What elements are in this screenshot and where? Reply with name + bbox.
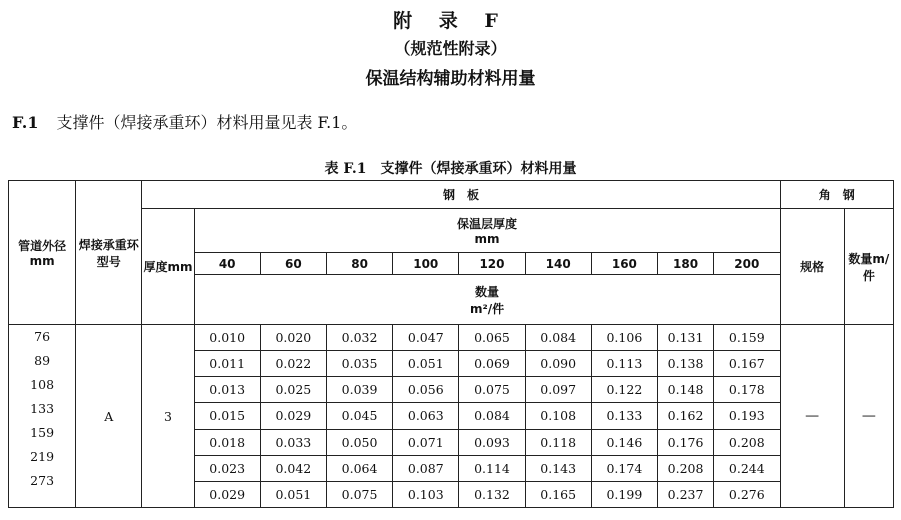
header-thickness-80: 80 — [326, 253, 392, 275]
quantity-cell: 0.010 — [194, 325, 260, 351]
quantity-cell: 0.118 — [525, 429, 591, 455]
pipe-diameter: 108 — [30, 377, 55, 392]
quantity-cell: 0.013 — [194, 377, 260, 403]
material-table — [8, 180, 894, 508]
pipe-diameter: 159 — [30, 425, 55, 440]
header-insulation — [194, 209, 780, 253]
header-quantity — [194, 275, 780, 325]
header-quantity-unit: m²/件 — [469, 301, 505, 316]
quantity-cell: 0.138 — [657, 351, 713, 377]
header-thickness-40: 40 — [194, 253, 260, 275]
header-thickness-180: 180 — [657, 253, 713, 275]
quantity-cell: 0.039 — [326, 377, 392, 403]
quantity-cell: 0.047 — [393, 325, 459, 351]
section-paragraph — [12, 110, 357, 133]
quantity-cell: 0.178 — [714, 377, 780, 403]
quantity-cell: 0.015 — [194, 403, 260, 429]
quantity-cell: 0.063 — [393, 403, 459, 429]
quantity-cell: 0.108 — [525, 403, 591, 429]
quantity-cell: 0.276 — [714, 481, 780, 507]
quantity-cell: 0.090 — [525, 351, 591, 377]
quantity-cell: 0.023 — [194, 455, 260, 481]
quantity-cell: 0.075 — [326, 481, 392, 507]
section-text: 支撑件（焊接承重环）材料用量见表 F.1。 — [56, 113, 358, 132]
ring-type-cell: A — [76, 325, 142, 508]
quantity-cell: 0.069 — [459, 351, 525, 377]
quantity-cell: 0.167 — [714, 351, 780, 377]
quantity-cell: 0.113 — [591, 351, 657, 377]
quantity-cell: 0.018 — [194, 429, 260, 455]
table-caption-number: 表 F.1 — [324, 161, 367, 177]
appendix-heading: 附 录 F — [393, 10, 508, 32]
pipe-diameter: 273 — [30, 473, 55, 488]
table-caption — [0, 158, 901, 178]
quantity-cell: 0.097 — [525, 377, 591, 403]
pipe-diameter: 133 — [30, 401, 55, 416]
quantity-cell: 0.174 — [591, 455, 657, 481]
header-spec: 规格 — [780, 209, 844, 325]
header-thickness-60: 60 — [260, 253, 326, 275]
quantity-cell: 0.114 — [459, 455, 525, 481]
quantity-cell: 0.131 — [657, 325, 713, 351]
quantity-cell: 0.087 — [393, 455, 459, 481]
quantity-cell: 0.065 — [459, 325, 525, 351]
quantity-cell: 0.176 — [657, 429, 713, 455]
quantity-cell: 0.148 — [657, 377, 713, 403]
quantity-cell: 0.162 — [657, 403, 713, 429]
header-insulation-unit: mm — [474, 232, 500, 246]
quantity-cell: 0.050 — [326, 429, 392, 455]
appendix-title: 保温结构辅助材料用量 — [365, 69, 536, 89]
header-thickness-200: 200 — [714, 253, 780, 275]
quantity-cell: 0.051 — [260, 481, 326, 507]
angle-qty-cell: — — [844, 325, 893, 508]
quantity-cell: 0.146 — [591, 429, 657, 455]
quantity-cell: 0.208 — [714, 429, 780, 455]
quantity-cell: 0.071 — [393, 429, 459, 455]
appendix-nature: （规范性附录） — [394, 39, 507, 58]
header-angle-qty: 数量m/件 — [844, 209, 893, 325]
header-steel-plate: 钢 板 — [142, 181, 780, 209]
header-thickness-140: 140 — [525, 253, 591, 275]
quantity-cell: 0.106 — [591, 325, 657, 351]
table-caption-text: 支撑件（焊接承重环）材料用量 — [380, 161, 577, 177]
quantity-cell: 0.199 — [591, 481, 657, 507]
quantity-cell: 0.084 — [459, 403, 525, 429]
quantity-cell: 0.029 — [260, 403, 326, 429]
quantity-cell: 0.244 — [714, 455, 780, 481]
pipe-diameter: 89 — [34, 353, 51, 368]
quantity-cell: 0.051 — [393, 351, 459, 377]
quantity-cell: 0.122 — [591, 377, 657, 403]
quantity-cell: 0.208 — [657, 455, 713, 481]
quantity-cell: 0.035 — [326, 351, 392, 377]
quantity-cell: 0.143 — [525, 455, 591, 481]
quantity-cell: 0.132 — [459, 481, 525, 507]
header-angle-steel: 角 钢 — [780, 181, 894, 209]
header-thickness: 厚度mm — [142, 209, 194, 325]
quantity-cell: 0.159 — [714, 325, 780, 351]
header-pipe-od: 管道外径mm — [9, 181, 76, 325]
header-ring-type: 焊接承重环型号 — [76, 181, 142, 325]
quantity-cell: 0.133 — [591, 403, 657, 429]
header-thickness-120: 120 — [459, 253, 525, 275]
quantity-cell: 0.237 — [657, 481, 713, 507]
pipe-diameter-column — [9, 325, 76, 508]
header-thickness-160: 160 — [591, 253, 657, 275]
quantity-cell: 0.193 — [714, 403, 780, 429]
quantity-cell: 0.165 — [525, 481, 591, 507]
quantity-cell: 0.064 — [326, 455, 392, 481]
quantity-cell: 0.011 — [194, 351, 260, 377]
header-insulation-label: 保温层厚度 — [457, 217, 518, 231]
quantity-cell: 0.029 — [194, 481, 260, 507]
header-thickness-100: 100 — [393, 253, 459, 275]
table-row — [9, 325, 894, 351]
quantity-cell: 0.022 — [260, 351, 326, 377]
header-quantity-label: 数量 — [475, 284, 500, 299]
section-number: F.1 — [12, 113, 39, 132]
plate-thickness-cell: 3 — [142, 325, 194, 508]
quantity-cell: 0.093 — [459, 429, 525, 455]
quantity-cell: 0.025 — [260, 377, 326, 403]
quantity-cell: 0.084 — [525, 325, 591, 351]
quantity-cell: 0.020 — [260, 325, 326, 351]
quantity-cell: 0.033 — [260, 429, 326, 455]
quantity-cell: 0.032 — [326, 325, 392, 351]
quantity-cell: 0.075 — [459, 377, 525, 403]
pipe-diameter: 76 — [34, 329, 51, 344]
quantity-cell: 0.042 — [260, 455, 326, 481]
quantity-cell: 0.056 — [393, 377, 459, 403]
quantity-cell: 0.103 — [393, 481, 459, 507]
quantity-cell: 0.045 — [326, 403, 392, 429]
angle-spec-cell: — — [780, 325, 844, 508]
pipe-diameter: 219 — [30, 449, 55, 464]
